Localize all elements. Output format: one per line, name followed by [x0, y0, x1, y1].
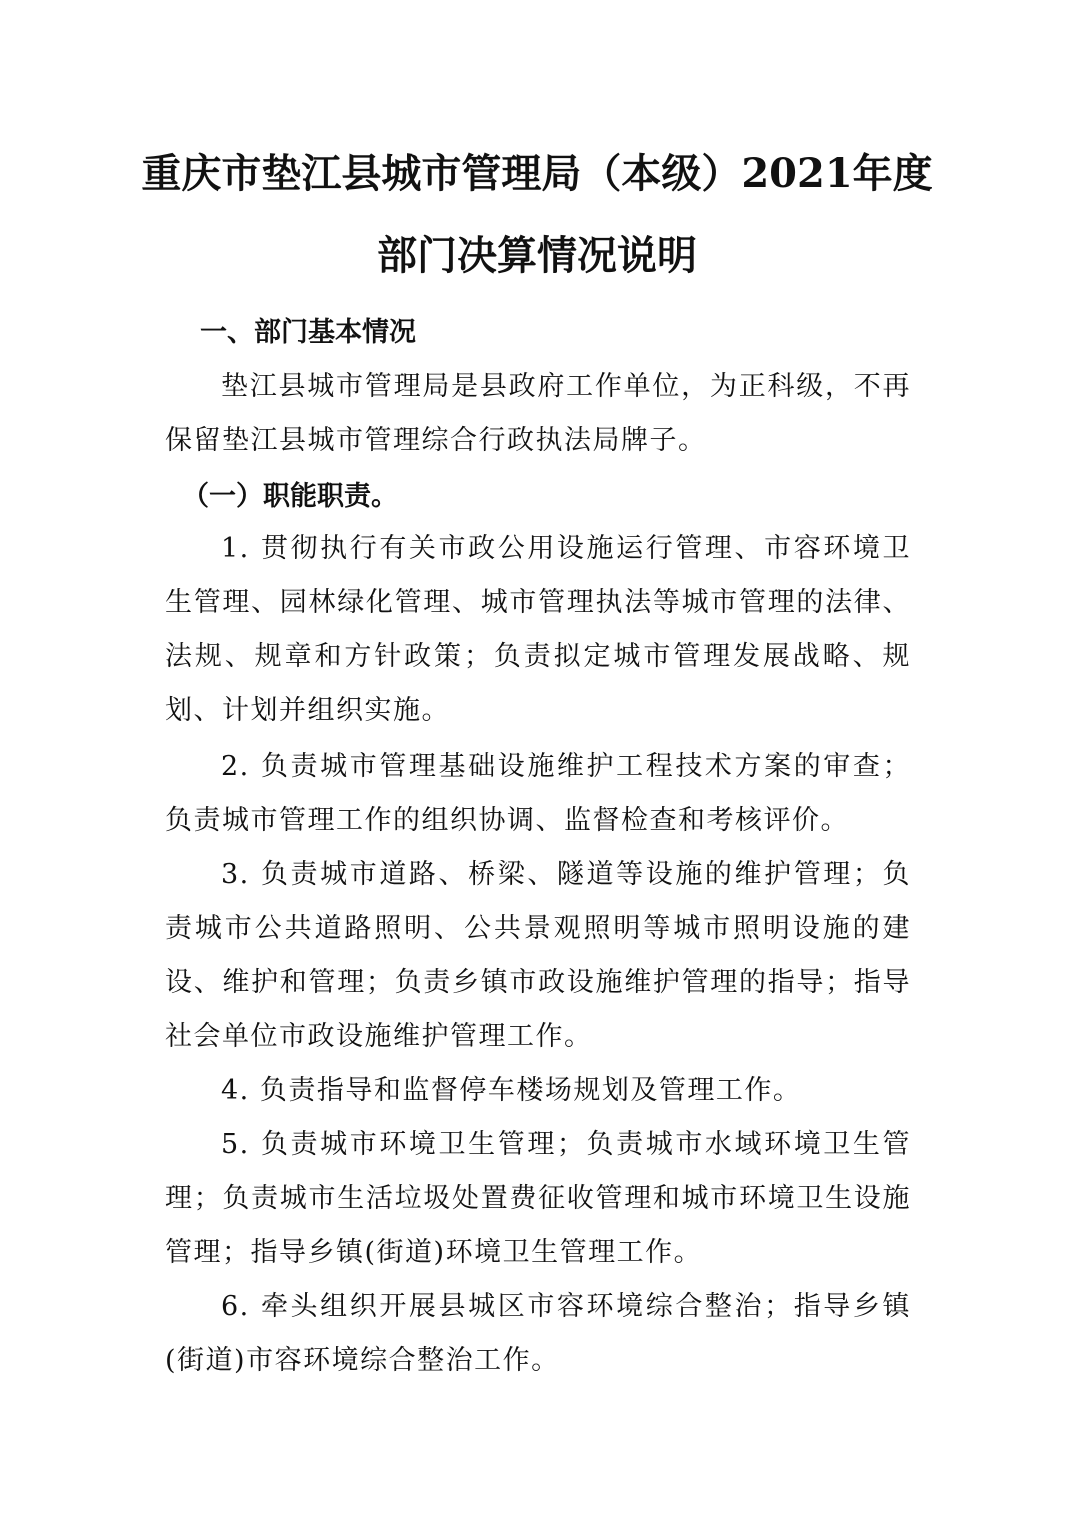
subsection-heading-duties: （一）职能职责。 [182, 481, 398, 512]
duty-item-3: 3. 负责城市道路、桥梁、隧道等设施的维护管理；负责城市公共道路照明、公共景观照明等城市照明设施的建设、维护和管理；负责乡镇市政设施维护管理的指导；指导社会单位市政设施维护管理工作。 [165, 859, 911, 1052]
duty-item-1: 1. 贯彻执行有关市政公用设施运行管理、市容环境卫生管理、园林绿化管理、城市管理执法等城市管理的法律、法规、规章和方针政策；负责拟定城市管理发展战略、规划、计划并组织实施。 [165, 533, 911, 726]
duty-item-5: 5. 负责城市环境卫生管理；负责城市水域环境卫生管理；负责城市生活垃圾处置费征收管理和城市环境卫生设施管理；指导乡镇(街道)环境卫生管理工作。 [165, 1129, 911, 1268]
duty-item-6: 6. 牵头组织开展县城区市容环境综合整治；指导乡镇(街道)市容环境综合整治工作。 [165, 1291, 911, 1376]
duty-item-4: 4. 负责指导和监督停车楼场规划及管理工作。 [221, 1075, 802, 1106]
document-title-line1: 重庆市垫江县城市管理局（本级）2021年度 [141, 150, 933, 197]
duty-item-2: 2. 负责城市管理基础设施维护工程技术方案的审查；负责城市管理工作的组织协调、监督检查和考核评价。 [165, 751, 911, 836]
document-title-line2: 部门决算情况说明 [377, 232, 697, 279]
intro-paragraph: 垫江县城市管理局是县政府工作单位，为正科级，不再保留垫江县城市管理综合行政执法局牌子。 [165, 371, 911, 456]
section-heading-basic-info: 一、部门基本情况 [200, 317, 416, 348]
